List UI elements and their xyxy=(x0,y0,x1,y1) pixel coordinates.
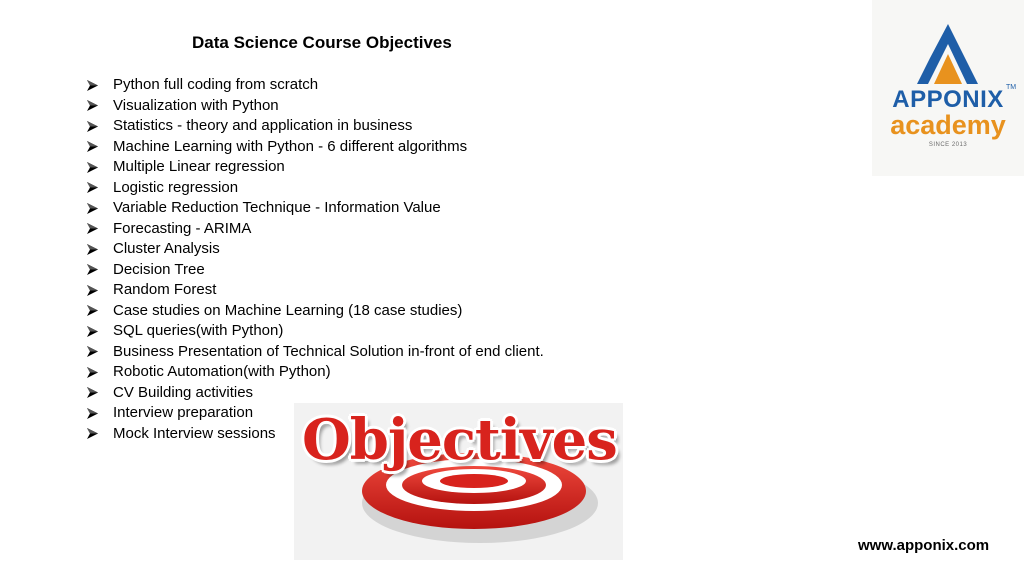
objective-text: Forecasting - ARIMA xyxy=(113,219,252,237)
objectives-word: Objectives xyxy=(302,407,617,473)
objective-item xyxy=(86,362,544,383)
arrow-right-bullet-icon xyxy=(86,284,113,297)
objective-text: Robotic Automation(with Python) xyxy=(113,363,331,380)
arrow-right-bullet-icon xyxy=(86,427,113,440)
objectives-list xyxy=(86,75,544,444)
objective-item xyxy=(86,198,544,219)
arrow-right-bullet-icon xyxy=(86,345,113,358)
slide-title: Data Science Course Objectives xyxy=(192,33,452,52)
arrow-right-bullet-icon xyxy=(86,263,113,276)
arrow-right-bullet-icon xyxy=(86,325,113,338)
objective-text: Random Forest xyxy=(113,281,217,298)
objective-item xyxy=(86,178,544,199)
objective-item xyxy=(86,219,544,240)
arrow-right-bullet-icon xyxy=(86,243,113,256)
objective-item xyxy=(86,260,544,281)
objective-item xyxy=(86,157,544,178)
objective-text: Python full coding from scratch xyxy=(113,76,319,93)
website-url: www.apponix.com xyxy=(858,537,990,554)
arrow-right-bullet-icon xyxy=(86,161,113,174)
objective-text: CV Building activities xyxy=(113,383,254,401)
objective-text: Decision Tree xyxy=(113,260,205,278)
objective-text: Machine Learning with Python - 6 different algorithms xyxy=(113,137,468,155)
objective-item xyxy=(86,239,544,260)
apponix-logo xyxy=(872,0,1024,176)
objective-text: Case studies on Machine Learning (18 case studies) xyxy=(113,301,463,319)
objective-text: Logistic regression xyxy=(113,178,239,196)
arrow-right-bullet-icon xyxy=(86,304,113,317)
arrow-right-bullet-icon xyxy=(86,120,113,133)
arrow-right-bullet-icon xyxy=(86,222,113,235)
objective-text: Cluster Analysis xyxy=(113,240,220,257)
arrow-right-bullet-icon xyxy=(86,407,113,420)
objective-item xyxy=(86,96,544,117)
objective-item xyxy=(86,280,544,301)
objective-text: Statistics - theory and application in business xyxy=(113,117,413,134)
arrow-right-bullet-icon xyxy=(86,79,113,92)
objective-text: Interview preparation xyxy=(113,404,254,421)
objective-item xyxy=(86,383,544,404)
objective-text: Multiple Linear regression xyxy=(113,158,285,175)
objective-item xyxy=(86,321,544,342)
objective-item xyxy=(86,301,544,322)
objective-text: Visualization with Python xyxy=(113,96,279,114)
objective-text: Mock Interview sessions xyxy=(113,424,276,442)
objective-text: Variable Reduction Technique - Information Value xyxy=(113,199,441,216)
logo-brand-text: APPONIX xyxy=(892,86,1004,113)
arrow-right-bullet-icon xyxy=(86,140,113,153)
objective-item xyxy=(86,116,544,137)
logo-trademark: TM xyxy=(1006,84,1017,91)
arrow-right-bullet-icon xyxy=(86,181,113,194)
arrow-right-bullet-icon xyxy=(86,386,113,399)
objectives-graphic xyxy=(294,403,623,560)
arrow-right-bullet-icon xyxy=(86,366,113,379)
objective-text: Business Presentation of Technical Solution in-front of end client. xyxy=(113,342,544,360)
logo-since-text: SINCE 2013 xyxy=(928,142,968,148)
objective-item xyxy=(86,342,544,363)
arrow-right-bullet-icon xyxy=(86,202,113,215)
arrow-right-bullet-icon xyxy=(86,99,113,112)
objective-item xyxy=(86,137,544,158)
logo-sub-text: academy xyxy=(890,110,1006,140)
objective-item xyxy=(86,75,544,96)
objective-text: SQL queries(with Python) xyxy=(113,322,284,339)
